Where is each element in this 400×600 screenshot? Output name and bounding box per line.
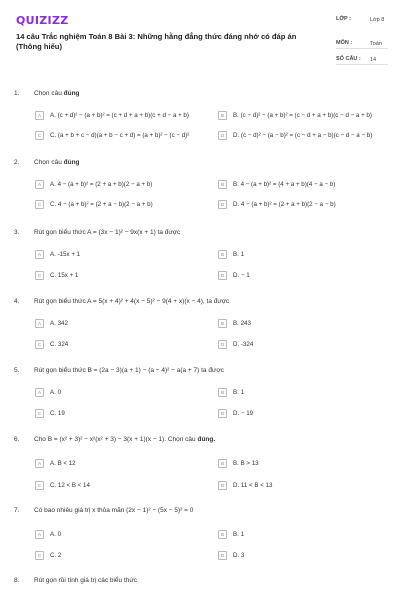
- question-number: 2.: [14, 159, 20, 166]
- question-7: [14, 507, 390, 567]
- question-8: [14, 577, 390, 597]
- meta-class-value: Lớp 8: [370, 17, 385, 23]
- option-text: C. (a + b + c − d)(a + b − c + d) = (a + b)² − (c − d)²: [50, 131, 190, 139]
- option-b[interactable]: [218, 177, 335, 191]
- option-a[interactable]: [35, 177, 152, 191]
- option-text: A. 342: [50, 319, 68, 327]
- quizizz-logo: QUIZIZZ: [16, 14, 69, 27]
- option-d[interactable]: [218, 197, 336, 211]
- option-letter-d: D: [218, 200, 227, 209]
- option-letter-b: B: [218, 111, 227, 120]
- question-text: Chọn câu đúng: [34, 159, 80, 166]
- option-letter-c: C: [35, 481, 44, 490]
- meta-subject: [336, 38, 388, 52]
- option-c[interactable]: [35, 406, 65, 420]
- meta-count-label: SỐ CÂU :: [336, 56, 361, 62]
- option-letter-b: B: [218, 530, 227, 539]
- option-b[interactable]: [218, 456, 259, 470]
- option-text: A. (c + d)² − (a + b)² = (c + d + a + b)(c + d − a + b): [50, 111, 189, 119]
- option-a[interactable]: [35, 108, 189, 122]
- option-letter-b: B: [218, 388, 227, 397]
- document-title: 14 câu Trắc nghiệm Toán 8 Bài 3: Những hằng đẳng thức đáng nhớ có đáp án (Thông hiểu): [16, 32, 297, 51]
- option-text: D. (c − d)² − (a − b)² = (c − d + a − b)(c − d − a − b): [233, 131, 373, 139]
- option-text: A. -15x + 1: [50, 250, 81, 258]
- option-letter-b: B: [218, 180, 227, 189]
- option-letter-a: A: [35, 388, 44, 397]
- option-c[interactable]: [35, 337, 68, 351]
- option-text: D. 11 < B < 13: [233, 481, 273, 489]
- option-letter-d: D: [218, 481, 227, 490]
- option-b[interactable]: [218, 108, 372, 122]
- option-text: B. B > 13: [233, 459, 259, 467]
- meta-class: [336, 14, 388, 36]
- option-text: B. 243: [233, 319, 251, 327]
- question-2: [14, 159, 390, 219]
- question-1: [14, 90, 390, 150]
- option-b[interactable]: [218, 527, 244, 541]
- option-text: D. − 1: [233, 271, 250, 279]
- question-number: 4.: [14, 298, 20, 305]
- option-d[interactable]: [218, 337, 253, 351]
- option-letter-d: D: [218, 409, 227, 418]
- option-a[interactable]: [35, 316, 68, 330]
- option-letter-b: B: [218, 319, 227, 328]
- question-text: Rút gọn biểu thức B = (2a − 3)(a + 1) − (a − 4)² − a(a + 7) ta được: [34, 367, 224, 374]
- question-4: [14, 298, 390, 358]
- option-d[interactable]: [218, 548, 244, 562]
- question-text: Có bao nhiêu giá trị x thỏa mãn (2x − 1)² − (5x − 5)² = 0: [34, 507, 194, 514]
- option-text: B. 4 − (a + b)² = (4 + a + b)(4 − a − b): [233, 180, 336, 188]
- option-text: A. 0: [50, 388, 62, 396]
- question-6: [14, 436, 390, 496]
- question-number: 3.: [14, 229, 20, 236]
- question-text: Chọn câu đúng: [34, 90, 80, 97]
- option-a[interactable]: [35, 385, 61, 399]
- option-text: C. 12 < B < 14: [50, 481, 90, 489]
- option-text: D. − 19: [233, 409, 254, 417]
- option-letter-d: D: [218, 271, 227, 280]
- option-text: C. 15x + 1: [50, 271, 79, 279]
- option-c[interactable]: [35, 478, 90, 492]
- question-number: 1.: [14, 90, 20, 97]
- question-text: Rút gọn biểu thức A = 5(x + 4)² + 4(x − 5)² − 9(4 + x)(x − 4), ta được: [34, 298, 230, 305]
- option-letter-c: C: [35, 409, 44, 418]
- document-header: [0, 0, 400, 82]
- meta-count-value: 14: [370, 57, 377, 63]
- question-number: 6.: [14, 436, 20, 443]
- question-number: 7.: [14, 507, 20, 514]
- question-5: [14, 367, 390, 427]
- meta-count: [336, 54, 388, 68]
- option-c[interactable]: [35, 268, 78, 282]
- option-b[interactable]: [218, 385, 244, 399]
- option-letter-c: C: [35, 131, 44, 140]
- question-3: [14, 229, 390, 289]
- option-c[interactable]: [35, 548, 61, 562]
- meta-class-label: LỚP :: [336, 16, 351, 22]
- option-text: D. 4 − (a + b)² = (2 + a + b)(2 − a − b): [233, 200, 336, 208]
- meta-subject-label: MÔN :: [336, 40, 353, 46]
- meta-subject-value: Toán: [370, 41, 382, 47]
- option-letter-d: D: [218, 551, 227, 560]
- option-letter-b: B: [218, 459, 227, 468]
- option-text: C. 4 − (a + b)² = (2 + a − b)(2 − a + b): [50, 200, 153, 208]
- option-letter-b: B: [218, 250, 227, 259]
- question-text: Rút gọn rồi tính giá trị các biểu thức: [34, 577, 137, 584]
- option-a[interactable]: [35, 456, 76, 470]
- option-b[interactable]: [218, 247, 244, 261]
- option-text: D. -324: [233, 340, 254, 348]
- option-letter-a: A: [35, 111, 44, 120]
- option-text: B. 1: [233, 388, 245, 396]
- option-letter-a: A: [35, 180, 44, 189]
- option-letter-a: A: [35, 319, 44, 328]
- option-letter-d: D: [218, 340, 227, 349]
- option-d[interactable]: [218, 268, 250, 282]
- option-letter-c: C: [35, 340, 44, 349]
- option-letter-a: A: [35, 530, 44, 539]
- option-letter-d: D: [218, 131, 227, 140]
- option-letter-c: C: [35, 551, 44, 560]
- option-text: A. B < 12: [50, 459, 76, 467]
- option-letter-a: A: [35, 459, 44, 468]
- option-c[interactable]: [35, 128, 189, 142]
- option-letter-c: C: [35, 200, 44, 209]
- option-b[interactable]: [218, 316, 251, 330]
- option-a[interactable]: [35, 527, 61, 541]
- question-text: Rút gọn biểu thức A = (3x − 1)² − 9x(x + 1) ta được: [34, 229, 181, 236]
- option-text: C. 324: [50, 340, 69, 348]
- option-letter-c: C: [35, 271, 44, 280]
- option-text: A. 0: [50, 530, 62, 538]
- question-number: 5.: [14, 367, 20, 374]
- option-text: B. 1: [233, 250, 245, 258]
- option-d[interactable]: [218, 128, 372, 142]
- question-number: 8.: [14, 577, 20, 584]
- option-text: B. (c − d)² − (a + b)² = (c − d + a + b)(c − d − a + b): [233, 111, 372, 119]
- option-text: C. 2: [50, 551, 62, 559]
- option-c[interactable]: [35, 197, 153, 211]
- option-d[interactable]: [218, 478, 272, 492]
- option-text: C. 19: [50, 409, 65, 417]
- option-a[interactable]: [35, 247, 80, 261]
- option-text: A. 4 − (a + b)² = (2 + a + b)(2 − a + b): [50, 180, 153, 188]
- question-text: Cho B = (x² + 3)² − x²(x² + 3) − 3(x + 1)(x − 1). Chọn câu đúng.: [34, 436, 216, 443]
- option-d[interactable]: [218, 406, 253, 420]
- option-letter-a: A: [35, 250, 44, 259]
- option-text: D. 3: [233, 551, 245, 559]
- option-text: B. 1: [233, 530, 245, 538]
